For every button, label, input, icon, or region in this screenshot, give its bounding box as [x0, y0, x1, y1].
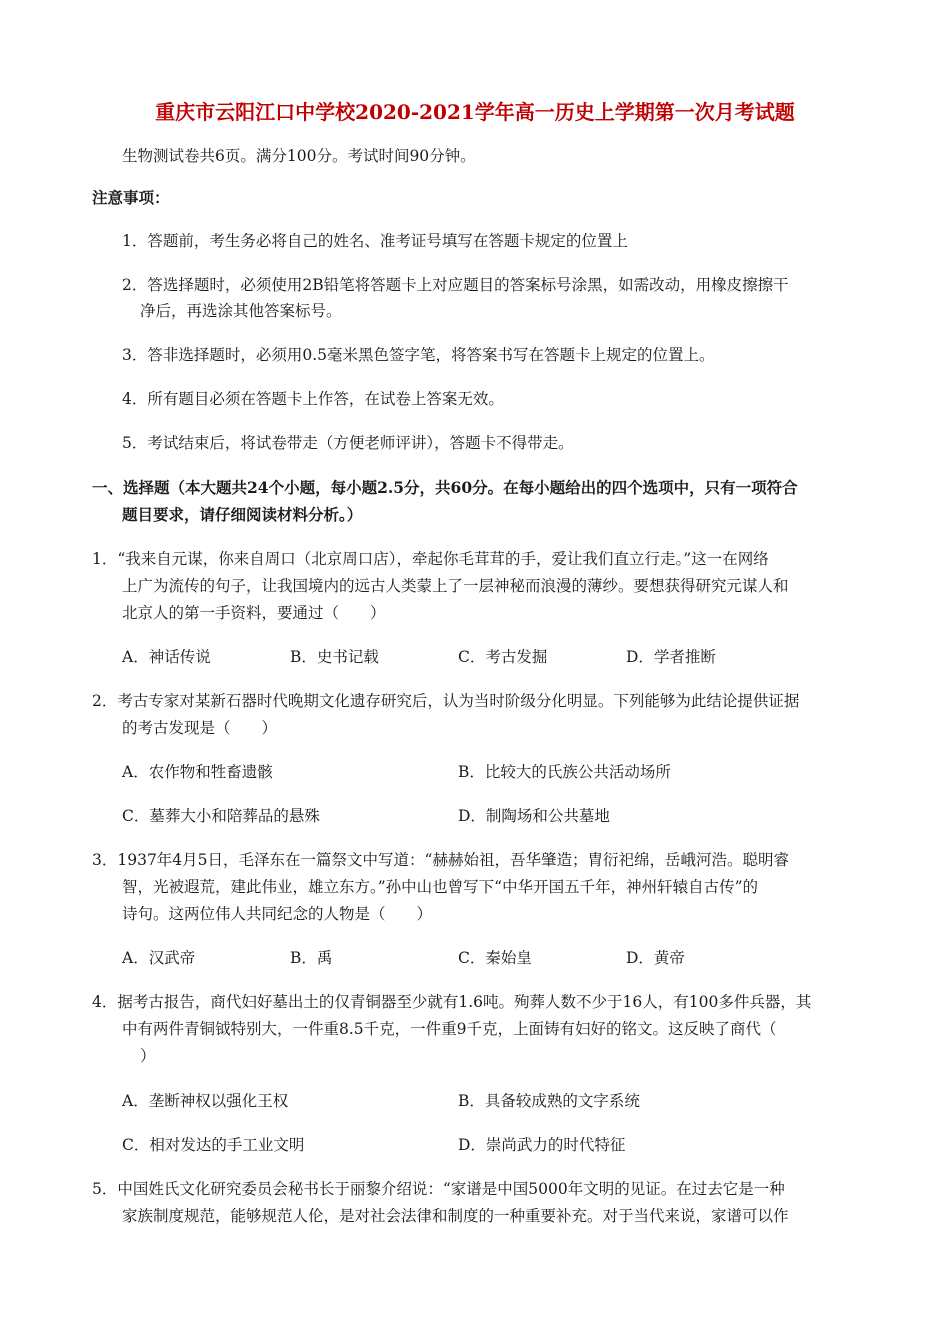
question-4-option-a: A．垄断神权以强化王权 — [122, 1092, 289, 1110]
notice-heading: 注意事项： — [92, 188, 170, 207]
question-4-text: 中有两件青铜钺特别大，一件重8.5千克，一件重9千克，上面铸有妇好的铭文。这反映了商代（ — [122, 1020, 777, 1038]
question-1-option-d: D．学者推断 — [626, 648, 716, 666]
question-3-option-d: D．黄帝 — [626, 949, 685, 967]
section-heading-continued: 题目要求，请仔细阅读材料分析。） — [122, 505, 363, 524]
question-4-option-d: D．崇尚武力的时代特征 — [458, 1136, 626, 1154]
question-4-option-c: C．相对发达的手工业文明 — [122, 1136, 305, 1154]
question-1-text: 北京人的第一手资料，要通过（ ） — [122, 604, 386, 622]
question-5-text: 家族制度规范，能够规范人伦，是对社会法律和制度的一种重要补充。对于当代来说，家谱可以作 — [122, 1207, 789, 1225]
section-heading: 一、选择题（本大题共24个小题，每小题2.5分，共60分。在每小题给出的四个选项中，只有一项符合 — [92, 478, 798, 497]
question-5-text: 5．中国姓氏文化研究委员会秘书长于丽黎介绍说：“家谱是中国5000年文明的见证。在过去它是一种 — [92, 1180, 785, 1198]
question-1-option-c: C．考古发掘 — [458, 648, 548, 666]
question-2-option-c: C．墓葬大小和陪葬品的悬殊 — [122, 807, 320, 825]
question-3-option-b: B．禹 — [290, 949, 333, 967]
question-2-text: 的考古发现是（ ） — [122, 719, 278, 737]
question-2-option-d: D．制陶场和公共墓地 — [458, 807, 610, 825]
exam-intro: 生物测试卷共6页。满分100分。考试时间90分钟。 — [122, 147, 476, 165]
question-3-text: 智，光被遐荒，建此伟业，雄立东方。”孙中山也曾写下“中华开国五千年，神州轩辕自古传”的 — [122, 878, 759, 896]
question-2-option-b: B．比较大的氏族公共活动场所 — [458, 763, 671, 781]
notice-item: 5．考试结束后，将试卷带走（方便老师评讲），答题卡不得带走。 — [122, 434, 574, 452]
question-4-option-b: B．具备较成熟的文字系统 — [458, 1092, 640, 1110]
page-title: 重庆市云阳江口中学校2020-2021学年高一历史上学期第一次月考试题 — [155, 100, 795, 124]
notice-item: 4．所有题目必须在答题卡上作答，在试卷上答案无效。 — [122, 390, 504, 408]
notice-item-continued: 净后，再选涂其他答案标号。 — [140, 302, 342, 320]
question-3-option-a: A．汉武帝 — [122, 949, 196, 967]
question-1-option-b: B．史书记载 — [290, 648, 379, 666]
question-3-text: 诗句。这两位伟人共同纪念的人物是（ ） — [122, 905, 433, 923]
notice-item: 2．答选择题时，必须使用2B铅笔将答题卡上对应题目的答案标号涂黑，如需改动，用橡皮擦擦干 — [122, 276, 789, 294]
notice-item: 1．答题前，考生务必将自己的姓名、准考证号填写在答题卡规定的位置上 — [122, 232, 628, 250]
question-2-option-a: A．农作物和牲畜遗骸 — [122, 763, 273, 781]
question-1-option-a: A．神话传说 — [122, 648, 211, 666]
question-1-text: 上广为流传的句子，让我国境内的远古人类蒙上了一层神秘而浪漫的薄纱。要想获得研究元谋人和 — [122, 577, 789, 595]
question-1-text: 1．“我来自元谋，你来自周口（北京周口店），牵起你毛茸茸的手，爱让我们直立行走。”这一在网络 — [92, 550, 769, 568]
notice-item: 3．答非选择题时，必须用0.5毫米黑色签字笔，将答案书写在答题卡上规定的位置上。 — [122, 346, 715, 364]
question-4-text: 4．据考古报告，商代妇好墓出土的仅青铜器至少就有1.6吨。殉葬人数不少于16人，有100多件兵器，其 — [92, 993, 812, 1011]
question-4-text: ） — [140, 1047, 156, 1065]
question-3-text: 3．1937年4月5日，毛泽东在一篇祭文中写道：“赫赫始祖，吾华肇造；胄衍祀绵，岳峨河浩。聪明睿 — [92, 851, 789, 869]
question-2-text: 2．考古专家对某新石器时代晚期文化遗存研究后，认为当时阶级分化明显。下列能够为此结论提供证据 — [92, 692, 800, 710]
question-3-option-c: C．秦始皇 — [458, 949, 532, 967]
